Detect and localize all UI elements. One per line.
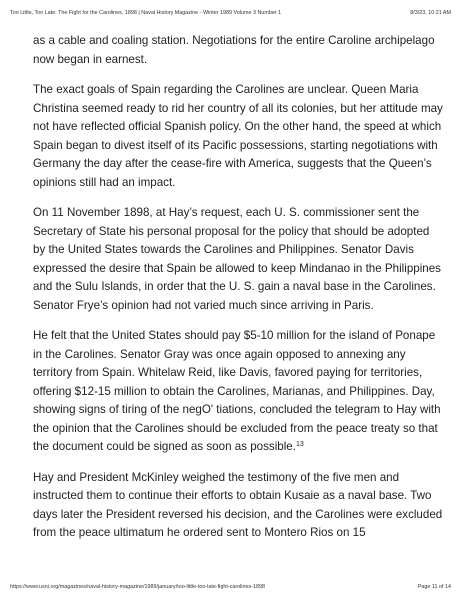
- paragraph-1: as a cable and coaling station. Negotiations for the entire Caroline archipelago now began in earnest.: [33, 34, 435, 66]
- paragraph-2: The exact goals of Spain regarding the Carolines are unclear. Queen Maria Christina seemed ready to rid her country of all its colonies, but her attitude may not have reflected official Spanish policy. On the other hand, the speed at which Spain began to divest itself of its Pacific possessions, starting negotiations with Germany the day after the cease-fire with America, suggests that the Queen’s opinions still had an impact.: [33, 83, 443, 189]
- print-footer-page-number: Page 11 of 14: [417, 584, 451, 590]
- article-body: [33, 32, 443, 543]
- paragraph-4: [33, 327, 443, 457]
- print-header-title: Too Little, Too Late: The Fight for the Carolines, 1898 | Naval History Magazine - Winter 1989 Volume 3 Number 1: [10, 10, 282, 16]
- paragraph-5: Hay and President McKinley weighed the testimony of the five men and instructed them to continue their efforts to obtain Kusaie as a naval base. Two days later the President reversed his decision, and the Carolines were excluded from the peace ultimatum he ordered sent to Montero Rios on 15: [33, 470, 443, 539]
- paragraph-4-text: He felt that the United States should pay $5-10 million for the island of Ponape in the Carolines. Senator Gray was once again opposed to annexing any territory from Spain. Whitelaw Reid, like Davis, favored paying for territories, offering $12-15 million to obtain the Carolines, Marianas, and Philippines. Day, showing signs of tiring of the negO' tiations, concluded the telegram to Hay with the opinion that the Carolines should be excluded from the peace treaty so that the document could be signed as soon as possible.: [33, 329, 441, 453]
- paragraph-3: On 11 November 1898, at Hay’s request, each U. S. commissioner sent the Secretary of State his personal proposal for the policy that should be adopted by the United States towards the Carolines and Philippines. Senator Davis expressed the desire that Spain be allowed to keep Mindanao in the Philippines and the Sulu Islands, in order that the U. S. gain a naval base in the Carolines. Senator Frye’s opinion had not varied much since arriving in Paris.: [33, 206, 441, 312]
- print-header-datetime: 8/3/23, 10:21 AM: [410, 10, 451, 16]
- footnote-marker[interactable]: 13: [295, 441, 304, 448]
- print-footer-url: https://www.usni.org/magazines/naval-history-magazine/1989/january/too-little-too-late-fight-carolines-1898: [10, 584, 265, 590]
